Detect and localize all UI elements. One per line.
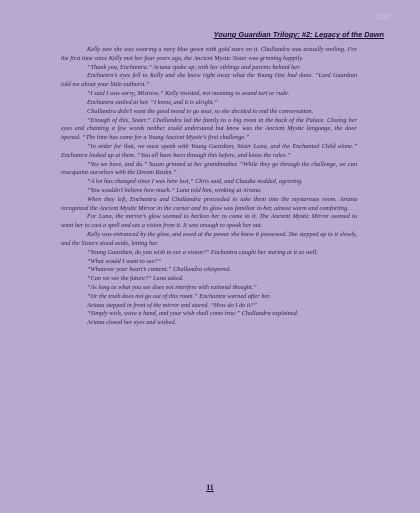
paragraph: Enchantra smiled at her. “I know, and it is alright.” bbox=[87, 98, 218, 106]
body-text bbox=[61, 46, 357, 328]
paragraph: For Luna, the mirror’s glow seemed to beckon her to come to it. The Ancient Mystic Mirror seemed to want her to cast a spell and see a vision from it. It was enough to spook her out. bbox=[61, 213, 357, 230]
paragraph: “A lot has changed since I was here last,” Chris said, and Claudia nodded, agreeing. bbox=[87, 178, 303, 186]
paragraph: “Thank you, Enchantra.” Ariana spoke up, with her siblings and parents behind her. bbox=[87, 63, 301, 71]
paragraph: Kelly was entranced by the glow, and awed at the power she knew it possessed. She stepped up to it slowly, and the Sisters stood aside, letting her. bbox=[61, 231, 357, 247]
running-header: Young Guardian Trilogy: #2: Legacy of the Dawn bbox=[213, 30, 384, 39]
paragraph: “As long as what you see does not interfere with rational thought.” bbox=[87, 283, 257, 291]
paragraph: Challandra didn’t want the good mood to go sour, so she decided to end the conversation. bbox=[87, 107, 314, 115]
corner-mark: PDF bbox=[377, 13, 390, 21]
paragraph: “What would I want to see?” bbox=[87, 257, 161, 265]
paragraph: When they left, Enchantra and Challandra proceeded to take them into the mysterious room. Ariana recognized the Ancient Mystic Mirror in the corner and its glow was familiar to her, almost warm and comforting. bbox=[61, 195, 357, 212]
paragraph: “In order for that, we must speak with Young Guardian, Sister Luna, and the Enchanted Child alone.” Enchantra looked up at them. “You all have been through this before, and know the rules.” bbox=[61, 142, 357, 159]
paragraph: “Can we see the future?” Luna asked. bbox=[87, 275, 184, 283]
paragraph: Ariana stepped in front of the mirror and stared. “How do I do it?” bbox=[87, 301, 258, 309]
paragraph: “You wouldn’t believe how much.” Luna told him, winking at Ariana. bbox=[87, 187, 262, 194]
paragraph: “Yes we have, and do.” Susan grinned at her grandmother. “While they go through the challenge, we can reacquaint ourselves with the Dream Realm.” bbox=[61, 160, 357, 177]
paragraph: “I said I was sorry, Mistress.” Kelly insisted, not meaning to sound tart or rude. bbox=[87, 90, 290, 98]
paragraph: “Whatever your heart’s content.” Challandra whispered. bbox=[87, 266, 231, 274]
paragraph: “Or the truth does not go out of this room.” Enchantra warned after her. bbox=[87, 292, 271, 300]
page-number: 11 bbox=[206, 483, 214, 492]
paragraph: “Young Guardian, do you wish to see a vision?” Enchantra caught her staring at it as well. bbox=[87, 248, 318, 256]
paragraph: Enchantra’s eyes fell to Kelly and she knew right away what the Young One had done. “Lord Guardian told me about your little outburst.” bbox=[61, 72, 357, 89]
paragraph: Ariana closed her eyes and wished. bbox=[87, 319, 177, 327]
paragraph: Kelly saw she was wearing a navy blue gown with gold stars on it. Challandra was actually smiling. For the first time since Kelly met her four years ago, the Ancient Mystic Sister was grinning happily. bbox=[61, 46, 357, 62]
paragraph: “Simply wish, wave a hand, and your wish shall come true.” Challandra explained. bbox=[87, 310, 299, 318]
paragraph: “Enough of this, Sister.” Challandra led the family to a big room in the back of the Palace. Closing her eyes and chanting a few words neither could understand but knew was the Ancient Mystic language, the door opened. “The time has come for a Young Ancient Mystic’s first challenge.” bbox=[61, 116, 357, 142]
